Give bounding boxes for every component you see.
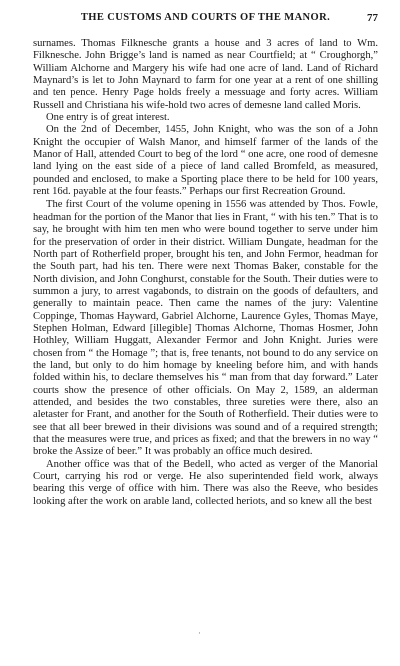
paragraph: The first Court of the volume opening in 1556 was attended by Thos. Fowle, headman for the portion of the Manor that lies in Frant, “ with his ten.” That is to say, he brought with him ten men who were bound together to serve under him for the preservation of order in their district. William Dungate, headman for the North part of Rotherfield proper, brought his ten, and John Fermor, headman for the South part, had his ten. There were next Thomas Baker, constable for the North division, and John Conghurst, constable for the South. Their duties were to summon a jury, to arrest vagabonds, to distrain on the goods of defaulters, and generally to maintain peace. Then came the names of the jury: Valentine Coppinge, Thomas Hayward, Gabriel Alchorne, Laurence Gyles, Thomas Maye, Stephen Holman, Edward [illegible] Thomas Alchorne, Thomas Hosmer, John Hothley, William Huggatt, Alexander Fermor and John Knight. Juries were chosen from “ the Homage ”; that is, free tenants, not bound to do any service on the land, but only to do him homage by kneeling before him, and with hands folded within his, to declare themselves his “ man from that day forward.” Later courts show the presence of other officials. On May 2, 1589, an alderman attended, and besides the two constables, three sureties were there, also an aletaster for Frant, and another for the South of Rotherfield. Their duties were to see that all beer brewed in their divisions was sound and of a required strength; that the measures were true, and prices as fixed; and that the brewers in no way “ broke the Assize of beer.” It was probably an office much desired. (33, 199, 378, 458)
page-number: 77 (367, 12, 378, 24)
paragraph: Another office was that of the Bedell, who acted as verger of the Manorial Court, carrying his rod or verge. He also superintended field work, always bearing this verge of office with him. There was also the Reeve, who besides looking after the work on arable land, collected heriots, and so knew all the best (33, 458, 378, 507)
paragraph: On the 2nd of December, 1455, John Knight, who was the son of a John Knight the occupier of Walsh Manor, and himself farmer of the lands of the Manor of Hall, attended Court to beg of the lord “ one acre, one rood of demesne land lying on the east side of a piece of land called Bromfeld, as measured, pounded and enclosed, to make a Sporting place there to be held for 100 years, rent 16d. payable at the four feasts.” Perhaps our first Recreation Ground. (33, 124, 378, 198)
print-artifact: · (198, 628, 201, 638)
paragraph: surnames. Thomas Filknesche grants a house and 3 acres of land to Wm. Filknesche. John Brigge’s land is named as near Courtfield; at “ Croughorgh,” William Alchorne and Margery his wife had one acre of land. Land of Richard Maynard’s is let to John Maynard to farm for one year at a rent of one shilling and ten pence. Henry Page holds freely a messuage and forty acres. William Russell and Christiana his wife-hold two acres of demesne land called Moris. (33, 38, 378, 111)
page-header (33, 12, 378, 28)
body-text (33, 38, 378, 508)
page (33, 12, 378, 508)
paragraph: One entry is of great interest. (46, 112, 170, 124)
running-title: THE CUSTOMS AND COURTS OF THE MANOR. (80, 12, 331, 23)
